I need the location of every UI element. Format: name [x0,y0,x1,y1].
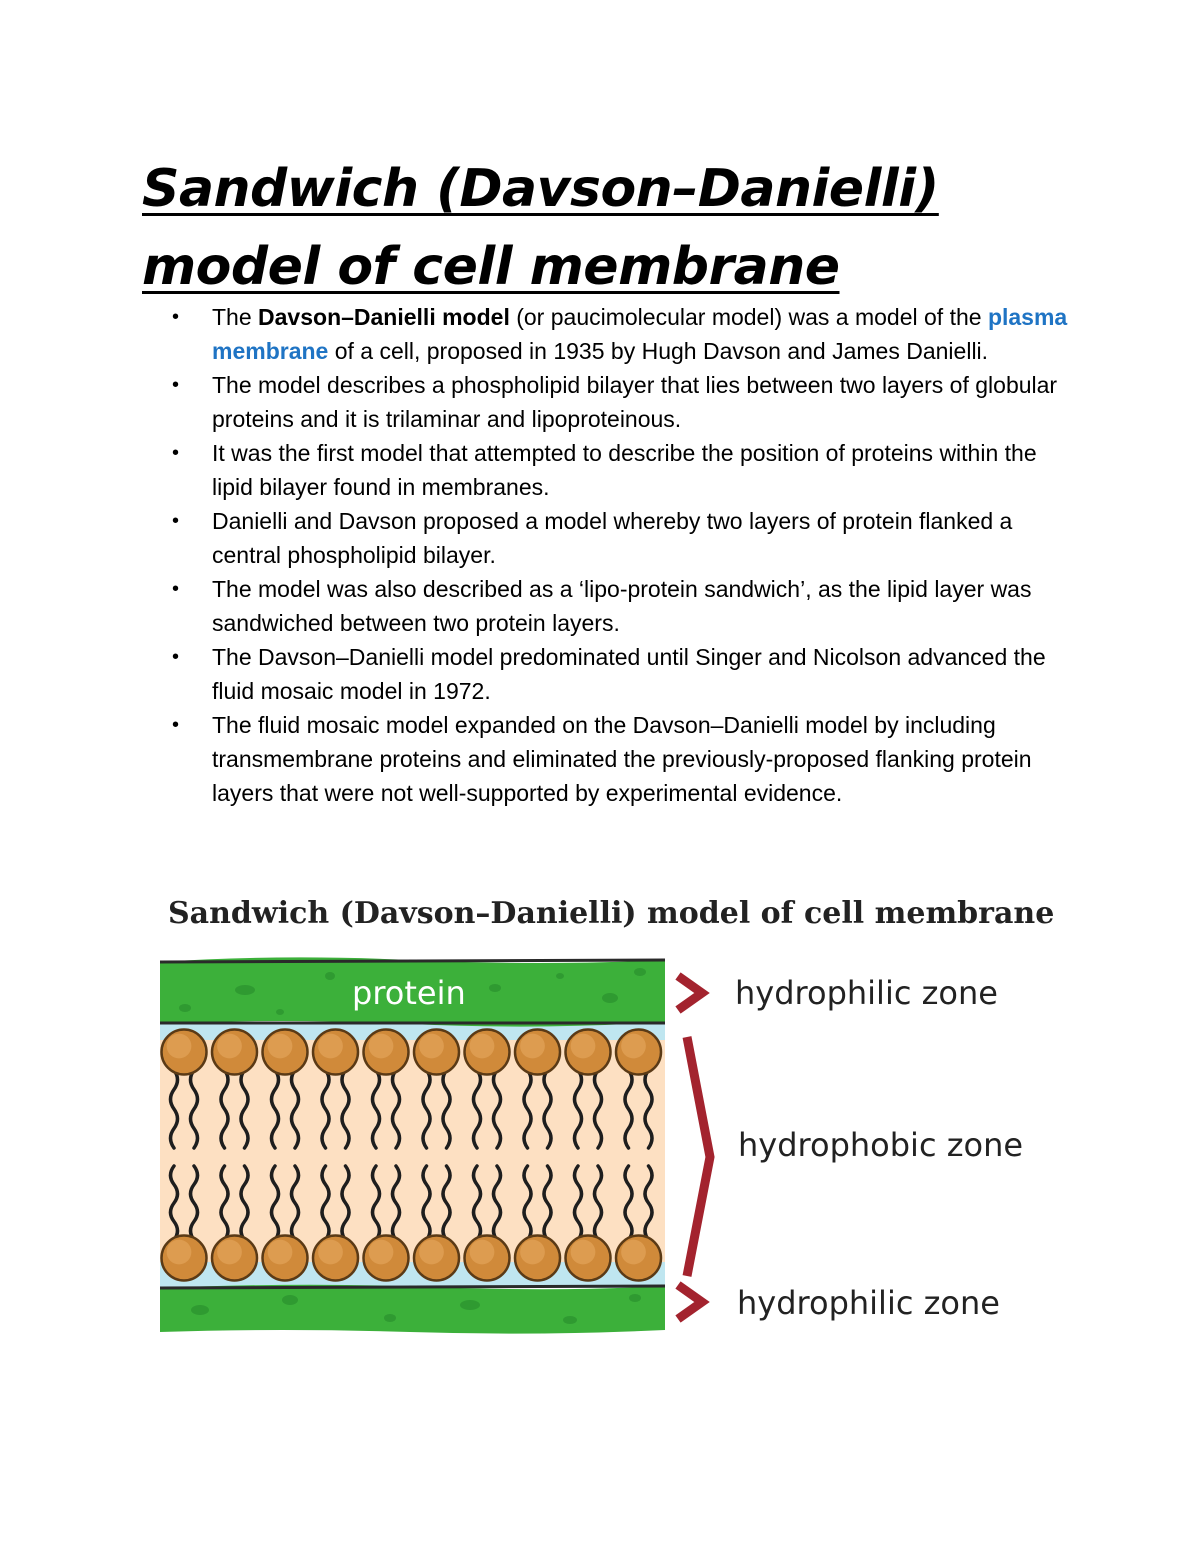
bullet-list [170,300,1070,810]
membrane-diagram [140,880,1070,1350]
zone-label-middle: hydrophobic zone [738,1126,1024,1164]
hydrophobic-brace [687,1037,710,1276]
protein-spot [556,973,564,979]
protein-label: protein [352,974,466,1012]
zone-label-top: hydrophilic zone [735,974,998,1012]
lipid-head-highlight [571,1034,596,1059]
list-item: • It was the first model that attempted to describe the position of proteins within the lipid bilayer found in membranes. [170,436,1070,504]
lipid-head-highlight [318,1240,343,1265]
list-item: • The Davson–Danielli model predominated until Singer and Nicolson advanced the fluid mosaic model in 1972. [170,640,1070,708]
lipid-head-highlight [268,1240,293,1265]
document-title [142,150,1142,306]
lipid-head-highlight [167,1240,192,1265]
hydrophilic-arrow-top [678,976,702,1010]
protein-spot [276,1009,284,1015]
lipid-head-highlight [369,1034,394,1059]
protein-spot [325,972,335,980]
lipid-head-highlight [419,1034,444,1059]
protein-spot [489,984,501,992]
protein-spot [634,968,646,976]
list-item [170,300,1070,368]
protein-spot [384,1314,396,1322]
lipid-head-highlight [318,1034,343,1059]
lipid-head-highlight [369,1240,394,1265]
lipid-head-highlight [520,1240,545,1265]
protein-bottom-edge [160,1286,665,1288]
lipid-head-highlight [621,1034,646,1059]
protein-spot [191,1305,209,1315]
lipid-head-highlight [419,1240,444,1265]
list-item: • Danielli and Davson proposed a model whereby two layers of protein flanked a central phospholipid bilayer. [170,504,1070,572]
protein-spot [629,1294,641,1302]
lipid-head-highlight [470,1034,495,1059]
lipid-head-highlight [571,1240,596,1265]
lipid-head-highlight [621,1240,646,1265]
bullet-text-mid: (or paucimolecular model) was a model of the [509,304,988,330]
list-item: • The fluid mosaic model expanded on the Davson–Danielli model by including transmembrane proteins and eliminated the previously-proposed flanking protein layers that were not well-supported by experimental evidence. [170,708,1070,810]
lipid-head-highlight [268,1034,293,1059]
protein-top-upper-edge [160,960,665,962]
lipid-head-highlight [520,1034,545,1059]
title-line-1: Sandwich (Davson–Danielli) [142,159,939,219]
lipid-head-highlight [167,1034,192,1059]
protein-spot [179,1004,191,1012]
protein-spot [563,1316,577,1324]
zone-label-bottom: hydrophilic zone [737,1284,1000,1322]
protein-layer-bottom [160,1285,665,1334]
bold-term: Davson–Danielli model [258,304,510,330]
bullet-text-prefix: The [212,304,259,330]
protein-spot [282,1295,298,1305]
lipid-head-highlight [470,1240,495,1265]
lipid-head-highlight [217,1034,242,1059]
lipid-head-highlight [217,1240,242,1265]
title-line-2: model of cell membrane [142,237,840,297]
protein-spot [602,993,618,1003]
list-item: • The model was also described as a ‘lipo-protein sandwich’, as the lipid layer was sandwiched between two protein layers. [170,572,1070,640]
bullet-text-suffix: of a cell, proposed in 1935 by Hugh Davson and James Danielli. [328,338,989,364]
list-item: • The model describes a phospholipid bilayer that lies between two layers of globular proteins and it is trilaminar and lipoproteinous. [170,368,1070,436]
hydrophilic-arrow-bottom [678,1285,702,1319]
plasma-membrane-link[interactable]: plasma membrane [212,304,1068,364]
figure-title: Sandwich (Davson–Danielli) model of cell membrane [168,896,1055,931]
protein-spot [235,985,255,995]
protein-spot [460,1300,480,1310]
